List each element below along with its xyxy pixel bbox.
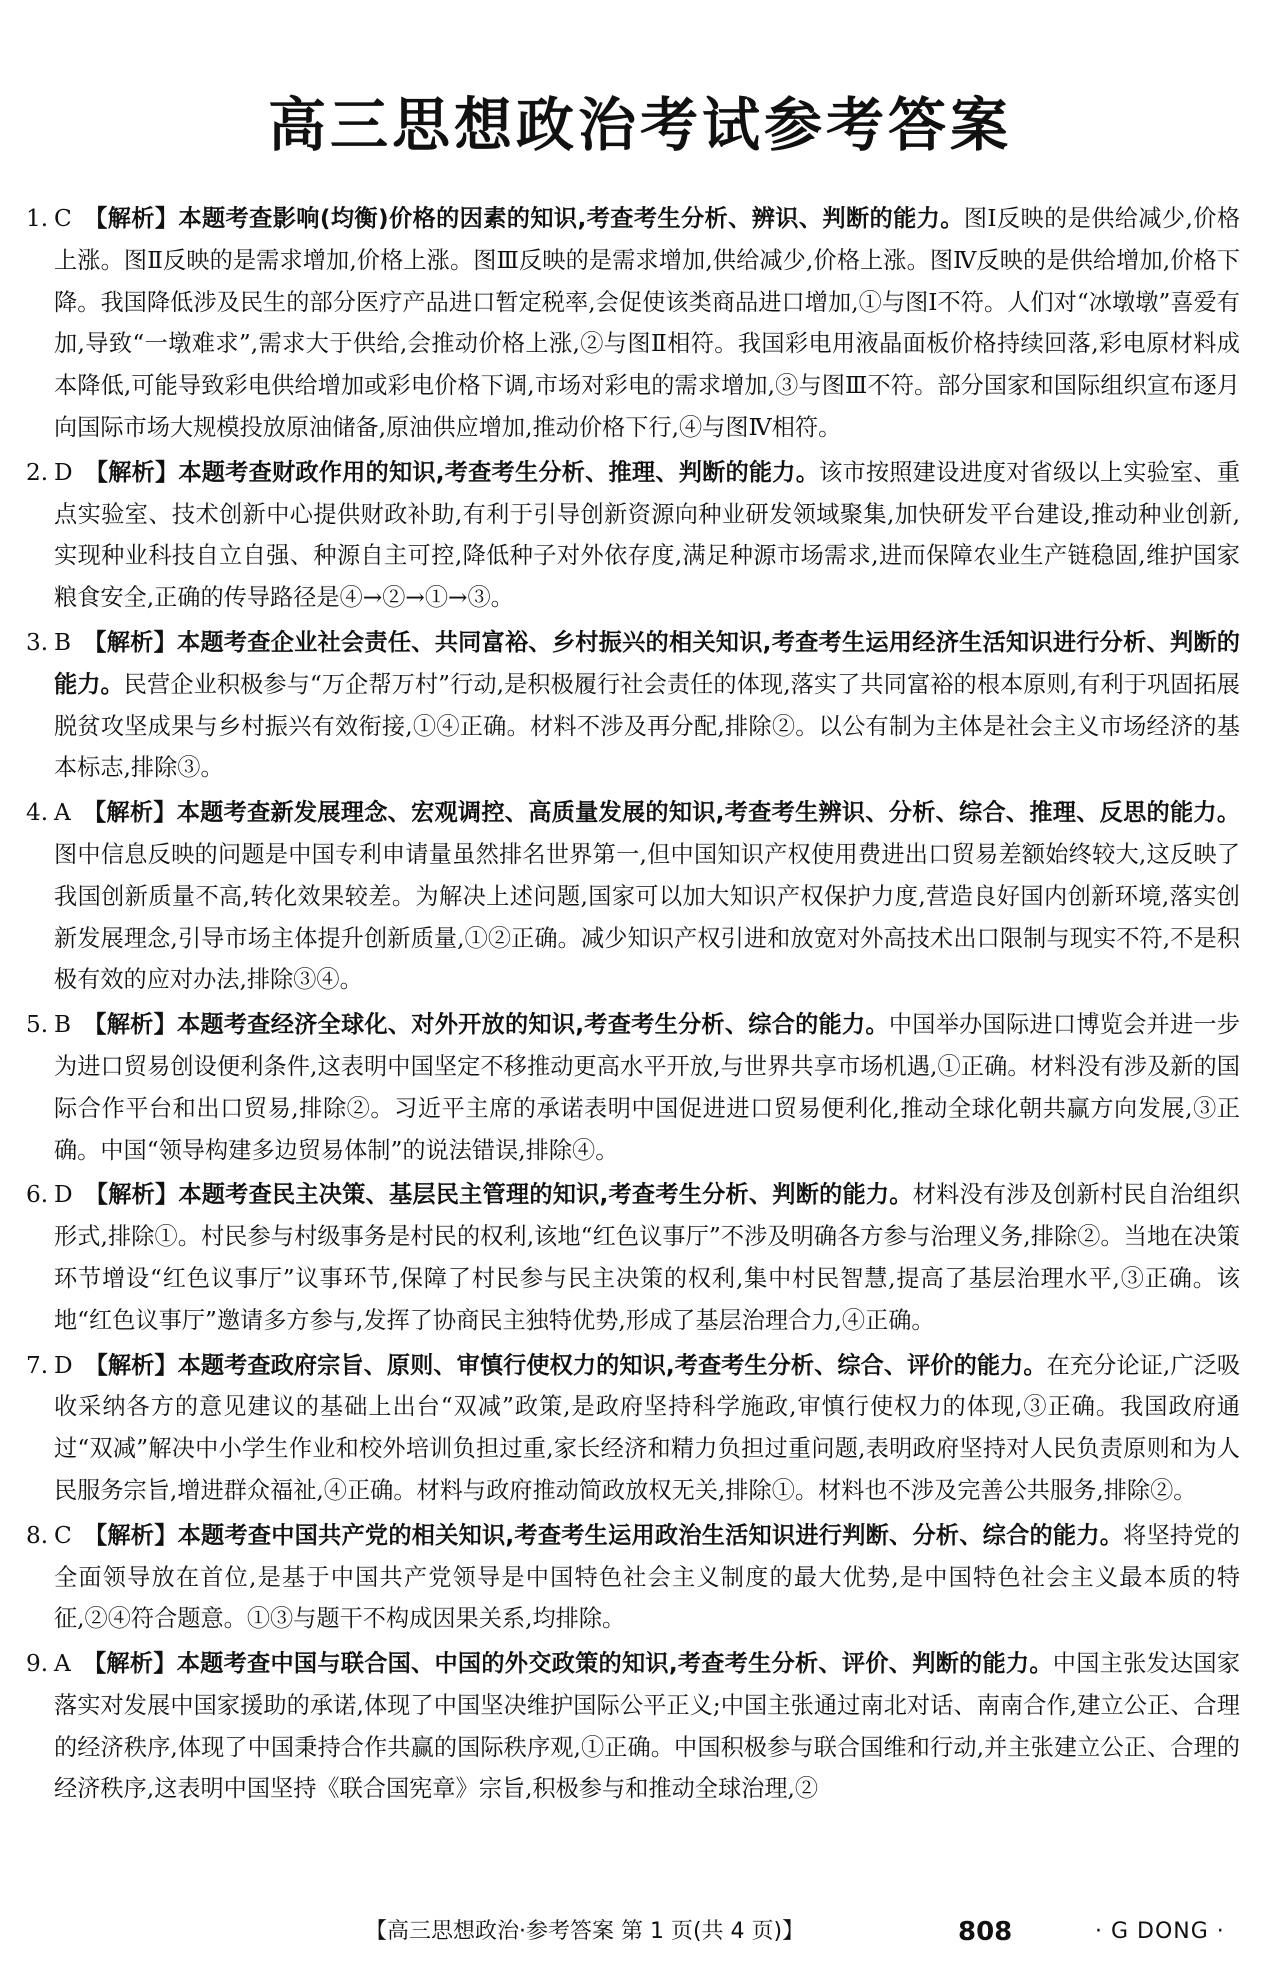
analysis-label: 【解析】 <box>83 1011 177 1039</box>
page-title: 高三思想政治考试参考答案 <box>267 91 1012 159</box>
analysis-label: 【解析】 <box>83 1521 178 1549</box>
answer-item-3 <box>26 622 1240 789</box>
analysis-label: 【解析】 <box>83 205 179 232</box>
analysis-label: 【解析】 <box>82 799 177 827</box>
question-number: 6. <box>26 1181 49 1209</box>
analysis-body: 中国主张发达国家落实对发展中国家援助的承诺,体现了中国坚决维护国际公平正义;中国主张通过南北对话、南南合作,建立公正、合理的经济秩序,体现了中国秉持合作共赢的国际秩序观,①正确。中国积极参与联合国维和行动,并主张建立公正、合理的经济秩序,这表明中国坚持《联合国宪章》宗旨,积极参与和推动全球治理,② <box>54 1650 1241 1803</box>
analysis-label: 【解析】 <box>83 628 177 656</box>
analysis-summary: 本题考查民主决策、基层民主管理的知识,考查考生分析、判断的能力。 <box>178 1181 913 1209</box>
analysis-body: 中国举办国际进口博览会并进一步为进口贸易创设便利条件,这表明中国坚定不移推动更高水平开放,与世界共享市场机遇,①正确。材料没有涉及新的国际合作平台和出口贸易,排除②。习近平主席的承诺表明中国促进进口贸易便利化,推动全球化朝共赢方向发展,③正确。中国“领导构建多边贸易体制”的说法错误,排除④。 <box>54 1011 1241 1164</box>
analysis-summary: 本题考查财政作用的知识,考查考生分析、推理、判断的能力。 <box>178 458 820 486</box>
answer-list <box>26 198 1240 1813</box>
analysis-summary: 本题考查中国与联合国、中国的外交政策的知识,考查考生分析、评价、判断的能力。 <box>176 1650 1053 1678</box>
analysis-body: 民营企业积极参与“万企帮万村”行动,是积极履行社会责任的体现,落实了共同富裕的根本原则,有利于巩固拓展脱贫攻坚成果与乡村振兴有效衔接,①④正确。材料不涉及再分配,排除②。以公有制为主体是社会主义市场经济的基本标志,排除③。 <box>54 670 1240 782</box>
question-number: 5. <box>26 1011 49 1039</box>
answer-choice: B <box>54 1011 72 1039</box>
answer-choice: B <box>54 628 72 656</box>
answer-choice: C <box>54 1521 72 1549</box>
analysis-body: 在充分论证,广泛吸收采纳各方的意见建议的基础上出台“双减”政策,是政府坚持科学施政,审慎行使权力的体现,③正确。我国政府通过“双减”解决中小学生作业和校外培训负担过重,家长经济和精力负担过重问题,表明政府坚持对人民负责原则和为人民服务宗旨,增进群众福祉,④正确。材料与政府推动简政放权无关,排除①。材料也不涉及完善公共服务,排除②。 <box>54 1351 1241 1504</box>
answer-item-5 <box>26 1004 1240 1171</box>
analysis-body: 该市按照建设进度对省级以上实验室、重点实验室、技术创新中心提供财政补助,有利于引导创新资源向种业研发领域聚集,加快研发平台建设,推动种业创新,实现种业科技自立自强、种源自主可控,降低种子对外依存度,满足种源市场需求,进而保障农业生产链稳固,维护国家粮食安全,正确的传导路径是④→②→①→③。 <box>54 458 1241 612</box>
analysis-summary: 本题考查新发展理念、宏观调控、高质量发展的知识,考查考生辨识、分析、综合、推理、反思的能力。 <box>176 799 1241 827</box>
question-number: 1. <box>26 205 49 232</box>
answer-item-9 <box>26 1643 1240 1810</box>
analysis-label: 【解析】 <box>82 1650 177 1678</box>
analysis-summary: 本题考查中国共产党的相关知识,考查考生运用政治生活知识进行判断、分析、综合的能力。 <box>177 1521 1124 1549</box>
analysis-body: 将坚持党的全面领导放在首位,是基于中国共产党领导是中国特色社会主义制度的最大优势,是中国特色社会主义最本质的特征,②④符合题意。①③与题干不构成因果关系,均排除。 <box>54 1521 1240 1633</box>
analysis-label: 【解析】 <box>84 1181 179 1209</box>
answer-choice: C <box>54 205 72 232</box>
analysis-label: 【解析】 <box>84 1351 178 1379</box>
analysis-summary: 本题考查影响(均衡)价格的因素的知识,考查考生分析、辨识、判断的能力。 <box>178 205 964 232</box>
analysis-body: 图中信息反映的问题是中国专利申请量虽然排名世界第一,但中国知识产权使用费进出口贸易差额始终较大,这反映了我国创新质量不高,转化效果较差。为解决上述问题,国家可以加大知识产权保护力度,营造良好国内创新环境,落实创新发展理念,引导市场主体提升创新质量,①②正确。减少知识产权引进和放宽对外高技术出口限制与现实不符,不是积极有效的应对办法,排除③④。 <box>54 840 1240 994</box>
answer-item-7 <box>26 1345 1240 1512</box>
footer-mark: · G DONG · <box>1095 1919 1225 1944</box>
question-number: 9. <box>26 1650 49 1678</box>
answer-choice: D <box>54 1351 73 1379</box>
answer-item-8 <box>26 1515 1240 1640</box>
question-number: 2. <box>26 458 49 486</box>
answer-item-4 <box>26 792 1240 1001</box>
answer-item-6 <box>26 1174 1240 1341</box>
answer-item-1 <box>26 198 1240 449</box>
analysis-summary: 本题考查政府宗旨、原则、审慎行使权力的知识,考查考生分析、综合、评价的能力。 <box>177 1351 1047 1379</box>
analysis-summary: 本题考查企业社会责任、共同富裕、乡村振兴的相关知识,考查考生运用经济生活知识进行分析、判断的能力。 <box>54 628 1240 698</box>
answer-choice: D <box>54 458 73 486</box>
analysis-summary: 本题考查经济全球化、对外开放的知识,考查考生分析、综合的能力。 <box>177 1011 889 1039</box>
analysis-body: 图Ⅰ反映的是供给减少,价格上涨。图Ⅱ反映的是需求增加,价格上涨。图Ⅲ反映的是需求增加,供给减少,价格上涨。图Ⅳ反映的是供给增加,价格下降。我国降低涉及民生的部分医疗产品进口暂定税率,会促使该类商品进口增加,①与图Ⅰ不符。人们对“冰墩墩”喜爱有加,导致“一墩难求”,需求大于供给,会推动价格上涨,②与图Ⅱ相符。我国彩电用液晶面板价格持续回落,彩电原材料成本降低,可能导致彩电供给增加或彩电价格下调,市场对彩电的需求增加,③与图Ⅲ不符。部分国家和国际组织宣布逐月向国际市场大规模投放原油储备,原油供应增加,推动价格下行,④与图Ⅳ相符。 <box>54 205 1241 441</box>
question-number: 8. <box>26 1521 49 1549</box>
answer-choice: A <box>54 799 71 827</box>
answer-choice: A <box>54 1650 71 1678</box>
analysis-label: 【解析】 <box>84 458 179 486</box>
page-footer <box>0 1912 1280 1952</box>
footer-label: 【高三思想政治·参考答案 第 1 页(共 4 页)】 <box>365 1919 805 1944</box>
analysis-body: 材料没有涉及创新村民自治组织形式,排除①。村民参与村级事务是村民的权利,该地“红色议事厅”不涉及明确各方参与治理义务,排除②。当地在决策环节增设“红色议事厅”议事环节,保障了村民参与民主决策的权利,集中村民智慧,提高了基层治理水平,③正确。该地“红色议事厅”邀请多方参与,发挥了协商民主独特优势,形成了基层治理合力,④正确。 <box>54 1181 1241 1334</box>
question-number: 7. <box>26 1351 49 1379</box>
question-number: 3. <box>26 628 49 656</box>
footer-code: 808 <box>958 1917 1013 1947</box>
answer-item-2 <box>26 452 1240 619</box>
answer-choice: D <box>54 1181 73 1209</box>
question-number: 4. <box>26 799 49 827</box>
